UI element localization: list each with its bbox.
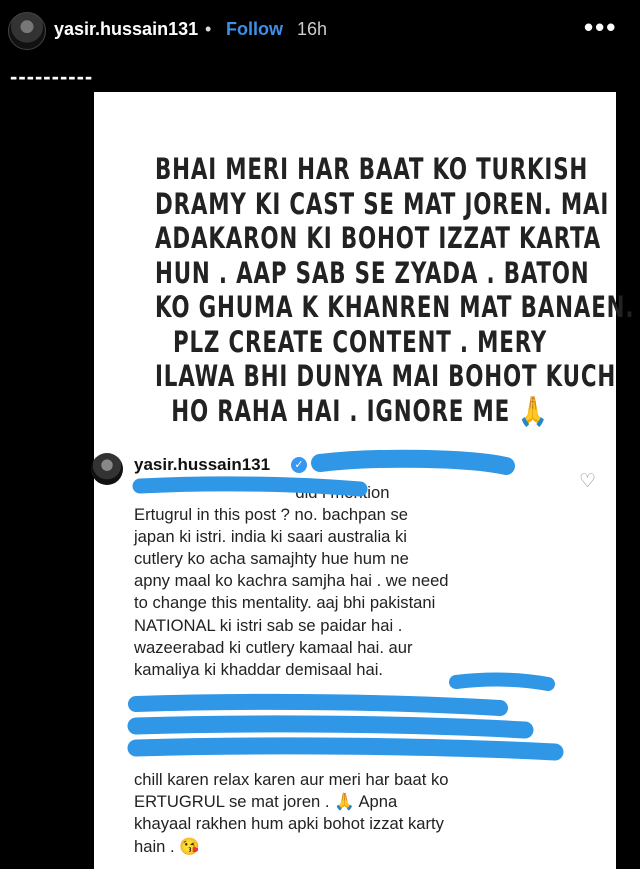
like-heart-icon[interactable]: ♡ xyxy=(579,471,597,492)
comment-line-redacted xyxy=(134,725,584,747)
verified-badge-icon: ✓ xyxy=(291,457,307,473)
comment-text xyxy=(134,482,584,858)
comment-line: chill karen relax karen aur meri har baat ko xyxy=(134,770,449,790)
header-separator: • xyxy=(205,19,212,39)
post-time: 16h xyxy=(297,19,328,39)
caption-line: ADAKARON KI BOHOT IZZAT KARTA xyxy=(155,221,601,255)
story-header xyxy=(0,0,640,62)
comment-username[interactable]: yasir.hussain131 xyxy=(134,455,271,474)
comment-line: to change this mentality. aaj bhi pakistani xyxy=(134,593,436,613)
comment-line-redacted xyxy=(134,747,584,769)
profile-avatar[interactable] xyxy=(8,12,46,50)
comment-line: apny maal ko kachra samjha hai . we need xyxy=(134,571,449,591)
caption-line: KO GHUMA K KHANREN MAT BANAEN. xyxy=(155,290,635,324)
caption-line: ILAWA BHI DUNYA MAI BOHOT KUCH xyxy=(155,359,617,393)
comment-line: wazeerabad ki cutlery kamaal hai. aur xyxy=(134,637,413,657)
caption-line: HO RAHA HAI . IGNORE ME 🙏 xyxy=(171,393,549,428)
more-options-icon[interactable]: ••• xyxy=(584,12,618,42)
comment-line: did i mention xyxy=(134,483,390,502)
comment-line-redacted xyxy=(134,703,584,725)
comment-line-redacted xyxy=(134,681,584,703)
comment-avatar[interactable] xyxy=(91,453,123,485)
dashed-separator: ---------- xyxy=(10,64,94,89)
follow-button[interactable]: Follow xyxy=(226,19,283,39)
caption-line: DRAMY KI CAST SE MAT JOREN. MAI xyxy=(155,186,610,221)
comment-line: japan ki istri. india ki saari australia ki xyxy=(134,527,407,547)
comment-line: cutlery ko acha samajhty hue hum ne xyxy=(134,549,409,569)
caption-line: HUN . AAP SAB SE ZYADA . BATON xyxy=(155,255,590,290)
comment-line: ERTUGRUL se mat joren . 🙏 Apna xyxy=(134,792,398,812)
header-username[interactable]: yasir.hussain131 xyxy=(54,19,199,39)
comment-line: kamaliya ki khaddar demisaal hai. xyxy=(134,659,384,679)
comment-line: Ertugrul in this post ? no. bachpan se xyxy=(134,505,408,525)
comment-line: NATIONAL ki istri sab se paidar hai . xyxy=(134,615,403,635)
caption-line: BHAI MERI HAR BAAT KO TURKISH xyxy=(155,152,589,186)
caption-line: PLZ CREATE CONTENT . MERY xyxy=(172,324,548,359)
comment-line: hain . 😘 xyxy=(134,836,200,856)
comment-line: khayaal rakhen hum apki bohot izzat karty xyxy=(134,814,444,834)
story-caption xyxy=(155,152,635,428)
